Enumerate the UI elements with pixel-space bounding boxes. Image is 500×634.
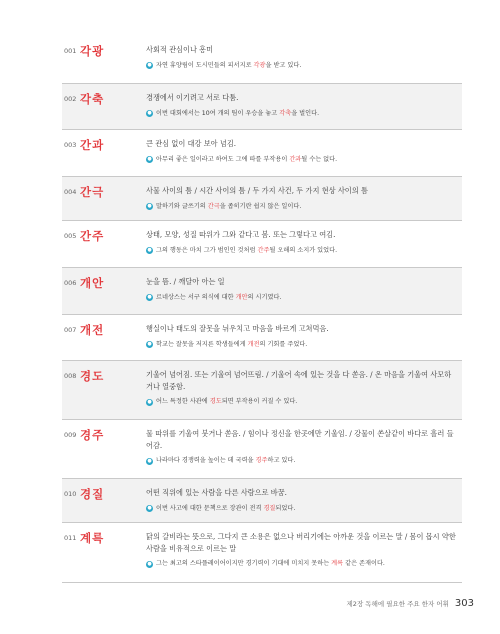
entry-example: ● 그의 행동은 마치 그가 범인인 것처럼 간주될 오해의 소지가 있었다. (147, 246, 338, 254)
entry-example: ● 어느 특정한 사관에 경도되면 부작용이 커질 수 있다. (147, 398, 298, 405)
highlighted-word: 경주 (255, 457, 268, 464)
entry-number: 006 (64, 279, 77, 287)
entry-number: 002 (64, 95, 77, 103)
entry (62, 268, 462, 315)
highlighted-word: 각광 (253, 61, 266, 69)
entry-definition: 기울어 넘어짐. 또는 기울여 넘어뜨림. / 기울어 속에 있는 것을 다 쏟음. / 온 마음을 기울여 사모하거나 열중함. (146, 370, 452, 391)
entry (62, 420, 462, 479)
entry-example: ● 르네상스는 서구 의식에 대한 개안의 시기였다. (147, 293, 282, 301)
entry (62, 315, 462, 361)
entry-example: ● 말하기와 글쓰기의 간극을 좁히기란 쉽지 않은 일이다. (147, 202, 302, 210)
entry-example: ● 학교는 잘못을 저지른 학생들에게 개전의 기회를 주었다. (147, 340, 308, 348)
entry-definition: 닭의 갈비라는 뜻으로, 그다지 큰 소용은 없으나 버리기에는 아까운 것을 이르는 말 / 몸이 몹시 약한 사람을 비유적으로 이르는 말 (146, 532, 456, 553)
entry-word: 경주 (80, 428, 105, 442)
entry-number: 001 (64, 47, 77, 55)
highlighted-word: 각축 (279, 109, 292, 117)
entry-definition: 큰 관심 없이 대강 보아 넘김. (146, 139, 237, 148)
entry-word: 경도 (80, 369, 105, 383)
entry-number: 003 (64, 141, 77, 149)
entry-definition: 행실이나 태도의 잘못을 뉘우치고 마음을 바르게 고쳐먹음. (146, 324, 329, 333)
entry-word: 간과 (80, 138, 105, 152)
entry-number: 009 (64, 431, 77, 439)
example-bullet-icon: ● (147, 560, 152, 567)
entry-number: 010 (64, 490, 77, 498)
entry-example: ● 이번 사고에 대한 문책으로 장관이 전격 경질되었다. (147, 504, 296, 512)
page-number: 303 (454, 598, 474, 609)
entry-number: 005 (64, 232, 77, 240)
entry-word: 계륵 (80, 531, 105, 545)
entry (62, 523, 462, 583)
entry-number: 004 (64, 188, 77, 196)
entry-definition: 사물 사이의 틈 / 시간 사이의 틈 / 두 가지 사건, 두 가지 현상 사이의 틈 (146, 186, 368, 195)
entry-example: ● 나라마다 경쟁력을 높이는 데 국력을 경주하고 있다. (147, 457, 296, 464)
example-bullet-icon: ● (147, 203, 152, 209)
entry-example: ● 그는 최고의 스타플레이어이지만 경기력이 기대에 미치지 못하는 계륵 같은 존재이다. (147, 560, 385, 567)
entry-example: ● 자연 휴양림이 도시민들의 피서지로 각광을 받고 있다. (147, 61, 302, 69)
chapter-title: 제2장 독해에 필요한 주요 한자 어휘 (346, 600, 449, 608)
entry-word: 개전 (80, 323, 105, 337)
entry-definition: 상태, 모양, 성질 따위가 그와 같다고 봄. 또는 그렇다고 여김. (146, 230, 336, 239)
entry-definition: 경쟁에서 이기려고 서로 다툼. (146, 93, 239, 102)
highlighted-word: 개전 (247, 340, 260, 348)
example-bullet-icon: ● (147, 110, 152, 116)
example-bullet-icon: ● (147, 398, 152, 405)
entry-example: ● 이번 대회에서는 10여 개의 팀이 우승을 놓고 각축을 벌인다. (147, 109, 320, 117)
example-bullet-icon: ● (147, 294, 152, 300)
entry-definition: 물 따위를 기울여 붓거나 쏟음. / 힘이나 정신을 한곳에만 기울임. / 강물이 쏜살같이 바다로 흘러 들어감. (146, 429, 454, 450)
entry-number: 007 (64, 326, 77, 334)
entry-definition: 사회적 관심이나 흥미 (146, 45, 214, 54)
page-footer (347, 598, 474, 609)
entry (62, 479, 462, 523)
entry-word: 간주 (80, 229, 105, 243)
example-bullet-icon: ● (147, 156, 152, 162)
example-bullet-icon: ● (147, 457, 152, 464)
vocabulary-list (62, 36, 462, 583)
highlighted-word: 개안 (235, 293, 248, 301)
entry-example: ● 아무리 좋은 일이라고 하여도 그에 따를 부작용이 간과될 수는 없다. (147, 155, 338, 163)
highlighted-word: 계륵 (331, 560, 344, 567)
entry-word: 경질 (80, 487, 105, 501)
entry (62, 36, 462, 84)
example-bullet-icon: ● (147, 62, 152, 68)
entry-number: 011 (64, 534, 77, 542)
highlighted-word: 간주 (257, 246, 270, 254)
entry-word: 개안 (80, 276, 105, 290)
example-bullet-icon: ● (147, 341, 152, 347)
highlighted-word: 간과 (289, 155, 302, 163)
entry (62, 221, 462, 268)
highlighted-word: 간극 (207, 202, 220, 210)
entry-word: 각축 (80, 92, 105, 106)
entry-definition: 어떤 직위에 있는 사람을 다른 사람으로 바꿈. (146, 488, 287, 497)
example-bullet-icon: ● (147, 505, 152, 511)
highlighted-word: 경질 (263, 504, 276, 512)
entry-word: 간극 (80, 185, 105, 199)
entry (62, 361, 462, 420)
entry-number: 008 (64, 372, 77, 380)
entry-definition: 눈을 뜸. / 깨달아 아는 일 (146, 277, 225, 286)
entry (62, 130, 462, 177)
example-bullet-icon: ● (147, 247, 152, 253)
entry-word: 각광 (80, 44, 105, 58)
highlighted-word: 경도 (209, 398, 222, 405)
entry (62, 84, 462, 130)
entry (62, 177, 462, 221)
